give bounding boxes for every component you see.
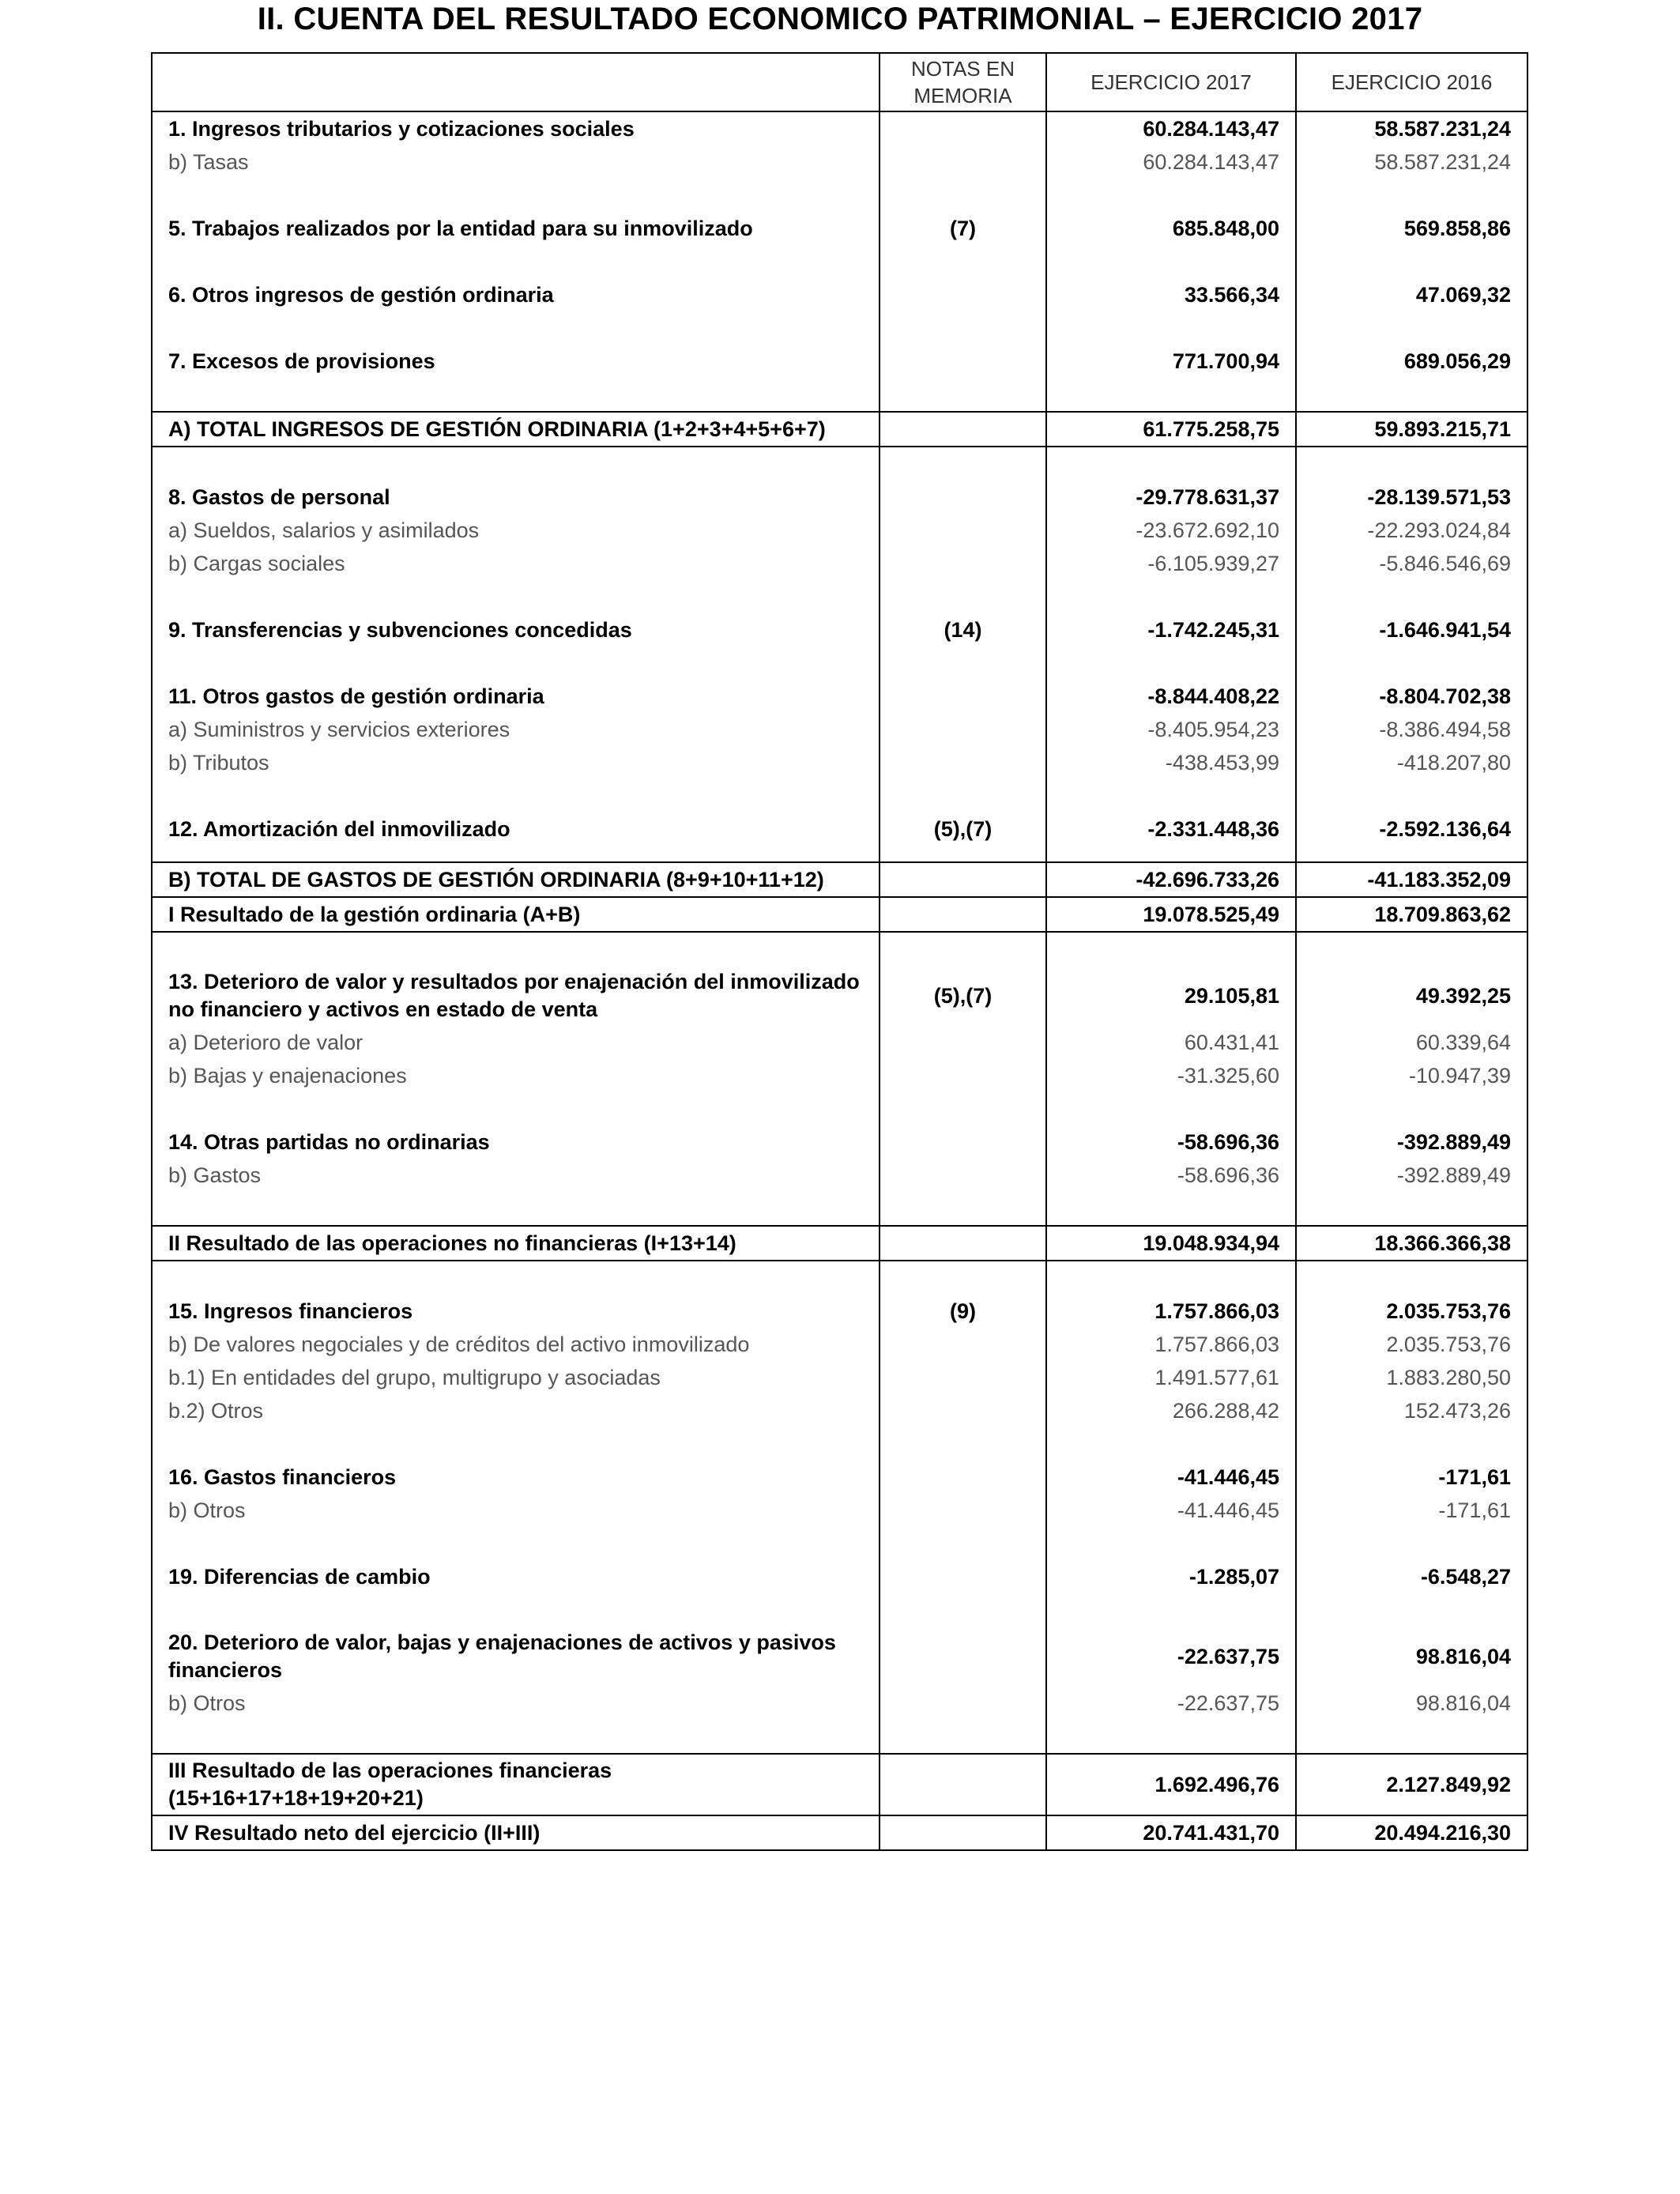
table-row [152, 680, 1527, 713]
table-row [152, 1461, 1527, 1494]
row-value-2016: -41.183.352,09 [1296, 862, 1527, 897]
spacer-row [152, 447, 1527, 481]
row-value-2017: -22.637,75 [1046, 1687, 1296, 1720]
total-row [152, 1754, 1527, 1815]
row-value-2017: 61.775.258,75 [1046, 412, 1296, 447]
page-title: II. CUENTA DEL RESULTADO ECONOMICO PATRIMONIAL – EJERCICIO 2017 [257, 2, 1423, 36]
row-nota [880, 547, 1046, 580]
row-value-2017: 1.757.866,03 [1046, 1328, 1296, 1361]
table-row [152, 1494, 1527, 1527]
table-row [152, 613, 1527, 647]
row-nota [880, 1461, 1046, 1494]
row-value-2016: -392.889,49 [1296, 1159, 1527, 1192]
table-row [152, 1295, 1527, 1328]
row-label: 19. Diferencias de cambio [152, 1560, 880, 1593]
row-nota [880, 1125, 1046, 1159]
row-nota [880, 145, 1046, 179]
results-table [151, 52, 1528, 1851]
row-value-2017: 1.757.866,03 [1046, 1295, 1296, 1328]
row-value-2016: -2.592.136,64 [1296, 812, 1527, 846]
row-value-2016: -22.293.024,84 [1296, 514, 1527, 547]
row-value-2016: 49.392,25 [1296, 966, 1527, 1026]
row-value-2017: 20.741.431,70 [1046, 1815, 1296, 1850]
row-value-2016: -418.207,80 [1296, 746, 1527, 779]
total-row [152, 897, 1527, 932]
row-label: 1. Ingresos tributarios y cotizaciones sociales [152, 111, 880, 145]
row-nota [880, 278, 1046, 311]
row-value-2017: -1.285,07 [1046, 1560, 1296, 1593]
table-row [152, 1026, 1527, 1059]
spacer-row [152, 1427, 1527, 1461]
row-label: 6. Otros ingresos de gestión ordinaria [152, 278, 880, 311]
row-nota [880, 1494, 1046, 1527]
row-value-2016: -28.139.571,53 [1296, 481, 1527, 514]
table-row [152, 212, 1527, 245]
table-row [152, 812, 1527, 846]
row-value-2017: -58.696,36 [1046, 1159, 1296, 1192]
row-label: a) Deterioro de valor [152, 1026, 880, 1059]
row-value-2016: 569.858,86 [1296, 212, 1527, 245]
row-label: b) Otros [152, 1494, 880, 1527]
row-label: A) TOTAL INGRESOS DE GESTIÓN ORDINARIA (1+2+3+4+5+6+7) [152, 412, 880, 447]
table-row [152, 1560, 1527, 1593]
table-row [152, 1125, 1527, 1159]
row-label: b.2) Otros [152, 1394, 880, 1427]
row-label: 9. Transferencias y subvenciones concedidas [152, 613, 880, 647]
row-value-2017: -8.844.408,22 [1046, 680, 1296, 713]
table-row [152, 514, 1527, 547]
spacer-row [152, 378, 1527, 412]
spacer-row [152, 932, 1527, 966]
table-header [152, 53, 1527, 111]
row-value-2016: -10.947,39 [1296, 1059, 1527, 1092]
row-label: b) Gastos [152, 1159, 880, 1192]
spacer-row [152, 1593, 1527, 1627]
header-ejercicio-2016: EJERCICIO 2016 [1296, 53, 1527, 111]
row-value-2017: 1.692.496,76 [1046, 1754, 1296, 1815]
row-label: 11. Otros gastos de gestión ordinaria [152, 680, 880, 713]
row-value-2016: -5.846.546,69 [1296, 547, 1527, 580]
row-label: 13. Deterioro de valor y resultados por enajenación del inmovilizado no financiero y activos en estado de venta [152, 966, 880, 1026]
table-row [152, 1328, 1527, 1361]
row-label: III Resultado de las operaciones financieras (15+16+17+18+19+20+21) [152, 1754, 880, 1815]
total-row [152, 1226, 1527, 1261]
table-row [152, 746, 1527, 779]
row-nota: (9) [880, 1295, 1046, 1328]
row-nota [880, 1560, 1046, 1593]
row-value-2017: 60.431,41 [1046, 1026, 1296, 1059]
row-nota [880, 412, 1046, 447]
table-row [152, 713, 1527, 746]
row-value-2017: 685.848,00 [1046, 212, 1296, 245]
total-row [152, 1815, 1527, 1850]
row-nota [880, 111, 1046, 145]
row-value-2016: -392.889,49 [1296, 1125, 1527, 1159]
row-label: 16. Gastos financieros [152, 1461, 880, 1494]
row-value-2016: 58.587.231,24 [1296, 145, 1527, 179]
table-row [152, 278, 1527, 311]
table-row [152, 547, 1527, 580]
row-value-2017: 60.284.143,47 [1046, 145, 1296, 179]
spacer-row [152, 647, 1527, 680]
row-nota [880, 514, 1046, 547]
row-value-2016: 60.339,64 [1296, 1026, 1527, 1059]
row-label: 5. Trabajos realizados por la entidad para su inmovilizado [152, 212, 880, 245]
row-label: B) TOTAL DE GASTOS DE GESTIÓN ORDINARIA (8+9+10+11+12) [152, 862, 880, 897]
spacer-row [152, 245, 1527, 278]
row-value-2016: 18.709.863,62 [1296, 897, 1527, 932]
row-nota [880, 1226, 1046, 1261]
row-value-2016: 689.056,29 [1296, 345, 1527, 378]
row-label: b) Tributos [152, 746, 880, 779]
row-value-2016: 58.587.231,24 [1296, 111, 1527, 145]
row-value-2017: -8.405.954,23 [1046, 713, 1296, 746]
row-label: a) Suministros y servicios exteriores [152, 713, 880, 746]
spacer-row [152, 1527, 1527, 1560]
table-row [152, 1361, 1527, 1394]
row-value-2016: 1.883.280,50 [1296, 1361, 1527, 1394]
row-label: b) Cargas sociales [152, 547, 880, 580]
row-nota [880, 1394, 1046, 1427]
row-label: 8. Gastos de personal [152, 481, 880, 514]
row-label: II Resultado de las operaciones no financieras (I+13+14) [152, 1226, 880, 1261]
row-value-2017: 266.288,42 [1046, 1394, 1296, 1427]
row-nota [880, 1026, 1046, 1059]
total-row [152, 862, 1527, 897]
row-value-2016: 98.816,04 [1296, 1687, 1527, 1720]
row-value-2016: 59.893.215,71 [1296, 412, 1527, 447]
row-value-2017: 29.105,81 [1046, 966, 1296, 1026]
spacer-row [152, 846, 1527, 862]
table-row [152, 1627, 1527, 1687]
row-value-2017: 60.284.143,47 [1046, 111, 1296, 145]
header-ejercicio-2017: EJERCICIO 2017 [1046, 53, 1296, 111]
row-nota [880, 862, 1046, 897]
row-nota [880, 746, 1046, 779]
table-row [152, 111, 1527, 145]
row-label: b) Tasas [152, 145, 880, 179]
header-notas: NOTAS EN MEMORIA [880, 53, 1046, 111]
row-value-2017: -31.325,60 [1046, 1059, 1296, 1092]
total-row [152, 412, 1527, 447]
row-value-2016: -8.804.702,38 [1296, 680, 1527, 713]
row-label: b) De valores negociales y de créditos del activo inmovilizado [152, 1328, 880, 1361]
row-value-2017: -23.672.692,10 [1046, 514, 1296, 547]
table-row [152, 1159, 1527, 1192]
row-value-2017: 1.491.577,61 [1046, 1361, 1296, 1394]
row-label: 7. Excesos de provisiones [152, 345, 880, 378]
row-nota [880, 1059, 1046, 1092]
header-concept [152, 53, 880, 111]
row-label: 14. Otras partidas no ordinarias [152, 1125, 880, 1159]
row-value-2016: 47.069,32 [1296, 278, 1527, 311]
row-value-2017: -58.696,36 [1046, 1125, 1296, 1159]
row-value-2017: -1.742.245,31 [1046, 613, 1296, 647]
table-row [152, 345, 1527, 378]
row-value-2016: 20.494.216,30 [1296, 1815, 1527, 1850]
table-row [152, 481, 1527, 514]
table-row [152, 145, 1527, 179]
row-value-2016: 18.366.366,38 [1296, 1226, 1527, 1261]
row-value-2016: 2.035.753,76 [1296, 1328, 1527, 1361]
row-label: 20. Deterioro de valor, bajas y enajenaciones de activos y pasivos financieros [152, 1627, 880, 1687]
row-value-2016: -8.386.494,58 [1296, 713, 1527, 746]
row-value-2017: -42.696.733,26 [1046, 862, 1296, 897]
row-label: 12. Amortización del inmovilizado [152, 812, 880, 846]
row-nota [880, 481, 1046, 514]
row-nota [880, 1627, 1046, 1687]
row-nota [880, 1361, 1046, 1394]
row-value-2016: 2.127.849,92 [1296, 1754, 1527, 1815]
table-row [152, 1687, 1527, 1720]
row-nota [880, 1687, 1046, 1720]
row-nota: (14) [880, 613, 1046, 647]
row-value-2017: -29.778.631,37 [1046, 481, 1296, 514]
row-nota [880, 1328, 1046, 1361]
row-value-2016: 2.035.753,76 [1296, 1295, 1527, 1328]
row-value-2017: -6.105.939,27 [1046, 547, 1296, 580]
row-value-2016: -6.548,27 [1296, 1560, 1527, 1593]
row-label: 15. Ingresos financieros [152, 1295, 880, 1328]
row-value-2017: 33.566,34 [1046, 278, 1296, 311]
row-nota [880, 1754, 1046, 1815]
table-row [152, 1059, 1527, 1092]
row-nota [880, 1159, 1046, 1192]
row-nota [880, 680, 1046, 713]
row-label: IV Resultado neto del ejercicio (II+III) [152, 1815, 880, 1850]
row-value-2017: -41.446,45 [1046, 1494, 1296, 1527]
row-nota [880, 713, 1046, 746]
row-label: b.1) En entidades del grupo, multigrupo y asociadas [152, 1361, 880, 1394]
spacer-row [152, 1720, 1527, 1754]
row-nota: (5),(7) [880, 966, 1046, 1026]
row-label: a) Sueldos, salarios y asimilados [152, 514, 880, 547]
row-value-2017: -2.331.448,36 [1046, 812, 1296, 846]
row-value-2017: 771.700,94 [1046, 345, 1296, 378]
row-value-2016: -171,61 [1296, 1461, 1527, 1494]
row-label: b) Bajas y enajenaciones [152, 1059, 880, 1092]
row-nota [880, 897, 1046, 932]
spacer-row [152, 580, 1527, 613]
row-value-2017: -41.446,45 [1046, 1461, 1296, 1494]
spacer-row [152, 1192, 1527, 1226]
spacer-row [152, 779, 1527, 812]
row-label: b) Otros [152, 1687, 880, 1720]
spacer-row [152, 179, 1527, 212]
row-value-2016: 98.816,04 [1296, 1627, 1527, 1687]
spacer-row [152, 1261, 1527, 1295]
row-value-2017: 19.048.934,94 [1046, 1226, 1296, 1261]
row-value-2017: -22.637,75 [1046, 1627, 1296, 1687]
row-value-2017: -438.453,99 [1046, 746, 1296, 779]
spacer-row [152, 311, 1527, 345]
row-value-2016: -171,61 [1296, 1494, 1527, 1527]
row-value-2016: -1.646.941,54 [1296, 613, 1527, 647]
table-row [152, 1394, 1527, 1427]
spacer-row [152, 1092, 1527, 1125]
row-label: I Resultado de la gestión ordinaria (A+B) [152, 897, 880, 932]
row-nota [880, 1815, 1046, 1850]
row-value-2016: 152.473,26 [1296, 1394, 1527, 1427]
row-nota [880, 345, 1046, 378]
row-nota: (7) [880, 212, 1046, 245]
row-value-2017: 19.078.525,49 [1046, 897, 1296, 932]
table-row [152, 966, 1527, 1026]
row-nota: (5),(7) [880, 812, 1046, 846]
